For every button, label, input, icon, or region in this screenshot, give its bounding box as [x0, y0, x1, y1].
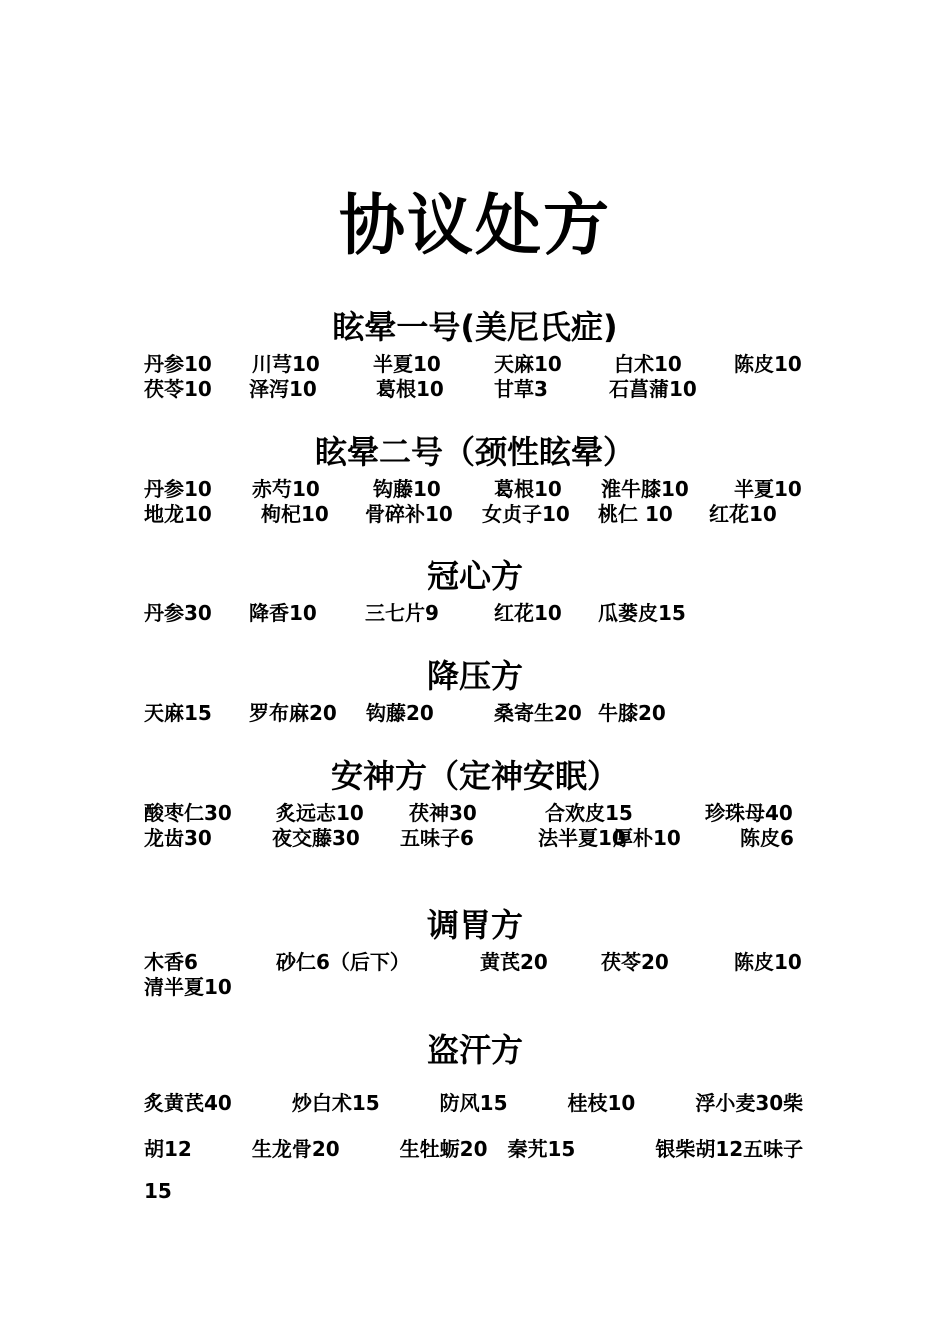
herb-item: 黄芪20: [480, 950, 548, 974]
herb-item: 半夏10: [734, 477, 802, 501]
prescription-line: [0, 797, 950, 823]
prescription-line: [0, 822, 950, 848]
herb-item: 葛根10: [376, 377, 444, 401]
section-title: 盗汗方: [426, 1031, 523, 1069]
herb-item: 清半夏10: [144, 975, 232, 999]
herb-item: 枸杞10: [261, 502, 329, 526]
page-title: 协议处方: [339, 187, 611, 264]
prescription-text-line: 15: [144, 1179, 172, 1203]
herb-item: 陈皮10: [734, 352, 802, 376]
herb-item: 三七片9: [365, 601, 439, 625]
herb-item: 骨碎补10: [365, 502, 453, 526]
prescription-line: [0, 697, 950, 723]
prescription-line: [0, 597, 950, 623]
herb-item: 茯苓20: [601, 950, 669, 974]
herb-item: 酸枣仁30: [144, 801, 232, 825]
herb-item: 木香6: [144, 950, 198, 974]
herb-item: 陈皮10: [734, 950, 802, 974]
herb-item: 降香10: [249, 601, 317, 625]
herb-item: 甘草3: [494, 377, 548, 401]
herb-item: 桑寄生20: [494, 701, 582, 725]
herb-item: 厚朴10: [613, 826, 681, 850]
herb-item: 川芎10: [252, 352, 320, 376]
section-title: 调胃方: [426, 906, 523, 944]
herb-item: 五味子6: [400, 826, 474, 850]
herb-item: 丹参10: [144, 477, 212, 501]
prescription-line: [0, 498, 950, 524]
herb-item: 红花10: [709, 502, 777, 526]
herb-item: 天麻10: [494, 352, 562, 376]
section-title: 安神方（定神安眠）: [330, 757, 619, 795]
herb-item: 丹参10: [144, 352, 212, 376]
herb-item: 半夏10: [373, 352, 441, 376]
herb-item: 合欢皮15: [545, 801, 633, 825]
prescription-line: [0, 348, 950, 374]
herb-item: 地龙10: [144, 502, 212, 526]
herb-item: 淮牛膝10: [601, 477, 689, 501]
herb-item: 龙齿30: [144, 826, 212, 850]
herb-item: 桃仁 10: [598, 502, 673, 526]
section-title: 降压方: [426, 657, 523, 695]
section-title: 眩晕一号(美尼氏症): [332, 308, 618, 346]
section-title: 眩晕二号（颈性眩晕）: [314, 433, 635, 471]
herb-item: 石菖蒲10: [609, 377, 697, 401]
prescription-line: [0, 946, 950, 972]
herb-item: 茯神30: [409, 801, 477, 825]
herb-item: 珍珠母40: [705, 801, 793, 825]
herb-item: 泽泻10: [249, 377, 317, 401]
herb-item: 丹参30: [144, 601, 212, 625]
herb-item: 牛膝20: [598, 701, 666, 725]
herb-item: 赤芍10: [252, 477, 320, 501]
herb-item: 红花10: [494, 601, 562, 625]
herb-item: 砂仁6（后下）: [276, 950, 410, 974]
herb-item: 茯苓10: [144, 377, 212, 401]
prescription-line: [0, 373, 950, 399]
herb-item: 白术10: [614, 352, 682, 376]
prescription-line: [0, 473, 950, 499]
herb-item: 罗布麻20: [249, 701, 337, 725]
herb-item: 炙远志10: [276, 801, 364, 825]
herb-item: 钩藤10: [373, 477, 441, 501]
prescription-text-line: 炙黄芪40 炒白术15 防风15 桂枝10 浮小麦30柴: [144, 1091, 804, 1115]
herb-item: 法半夏10: [538, 826, 626, 850]
herb-item: 葛根10: [494, 477, 562, 501]
prescription-line: [0, 971, 950, 997]
herb-item: 女贞子10: [482, 502, 570, 526]
prescription-text-line: 胡12 生龙骨20 生牡蛎20 秦艽15 银柴胡12五味子: [144, 1137, 804, 1161]
section-title: 冠心方: [426, 557, 523, 595]
herb-item: 陈皮6: [740, 826, 794, 850]
herb-item: 夜交藤30: [272, 826, 360, 850]
herb-item: 天麻15: [144, 701, 212, 725]
herb-item: 瓜蒌皮15: [598, 601, 686, 625]
herb-item: 钩藤20: [366, 701, 434, 725]
